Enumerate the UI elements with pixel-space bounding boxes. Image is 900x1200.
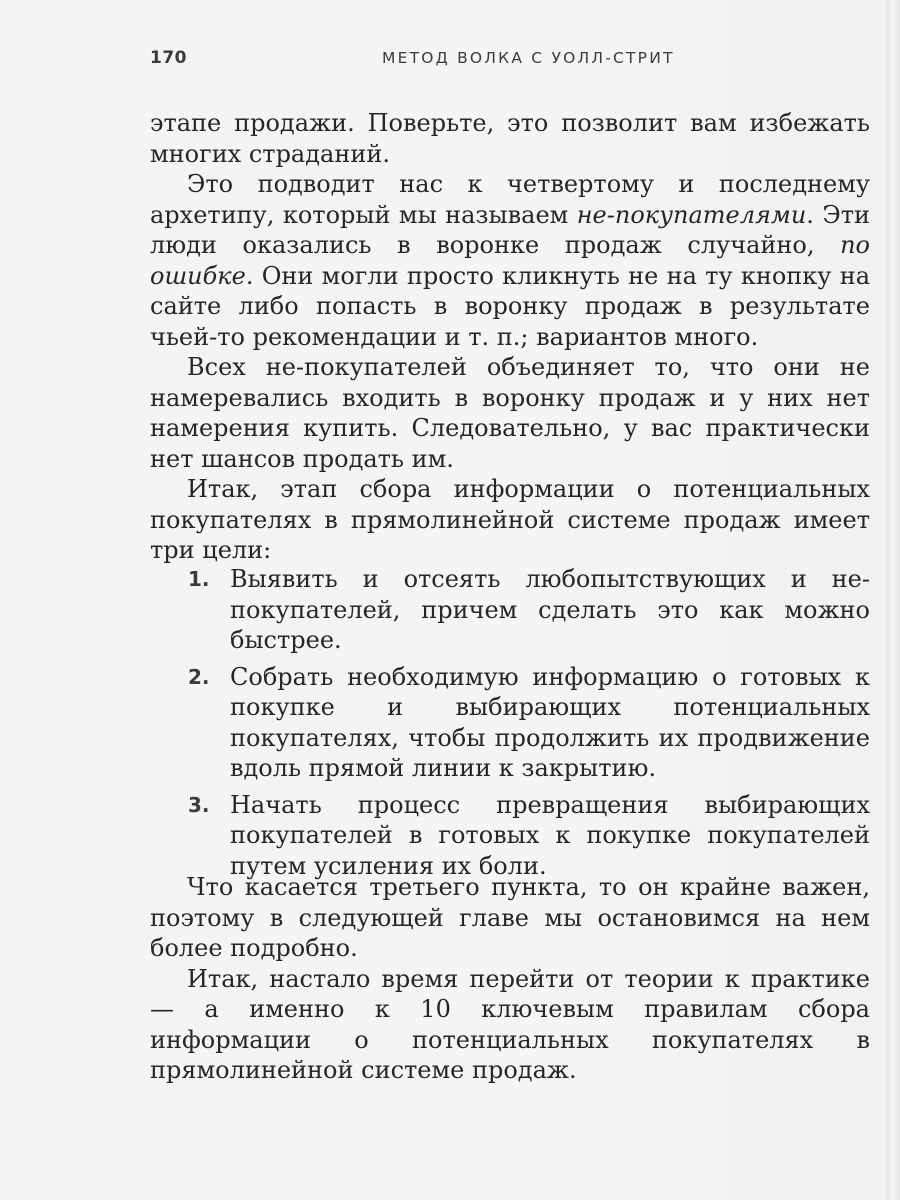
book-title: МЕТОД ВОЛКА С УОЛЛ-СТРИТ [382, 49, 675, 67]
emphasis-by-mistake: по ошибке [150, 231, 870, 290]
paragraph-fourth-archetype [150, 169, 870, 352]
paragraph-three-goals: Итак, этап сбора информации о потенциальных покупателях в прямолинейной системе продаж имеет три цели: [150, 475, 870, 564]
page-edge [886, 0, 900, 1200]
text-block-top [150, 108, 870, 566]
page-number: 170 [150, 48, 187, 68]
list-item [150, 564, 870, 656]
list-number: 3. [188, 792, 210, 817]
paragraph-text: . Они могли просто кликнуть не на ту кнопку на сайте либо попасть в воронку продаж в результате чьей-то рекомендации и т. п.; вариантов много. [150, 261, 870, 351]
paragraph-continuation: этапе продажи. Поверьте, это позволит вам избежать многих страданий. [150, 109, 870, 168]
paragraph-theory-to-practice: Итак, настало время перейти от теории к практике — а именно к 10 ключевым правилам сбора информации о потенциальных покупателях в прямолинейной системе продаж. [150, 964, 870, 1084]
list-number: 1. [188, 567, 210, 591]
paragraph-third-point: Что касается третьего пункта, то он крайне важен, поэтому в следующей главе мы остановимся на нем более подробно. [150, 873, 870, 962]
list-item-text: Выявить и отсеять любопытствующих и не-покупателей, причем сделать это как можно быстрее. [230, 565, 870, 654]
running-head [150, 48, 870, 72]
goals-list [150, 564, 870, 887]
list-number: 2. [188, 664, 210, 689]
emphasis-non-buyers: не-покупателями [576, 200, 807, 229]
paragraph-text: Это подводит нас к четвертому и последнему архетипу, который мы называем [150, 170, 870, 229]
list-item-text: Начать процесс превращения выбирающих покупателей в готовых к покупке покупателей путем усиления их боли. [230, 790, 870, 880]
paragraph-text: . Эти люди оказались в воронке продаж случайно, [150, 200, 870, 259]
text-block-bottom [150, 872, 870, 1086]
list-item [150, 790, 870, 882]
list-item [150, 662, 870, 784]
paragraph-non-buyers: Всех не-покупателей объединяет то, что они не намеревались входить в воронку продаж и у них нет намерения купить. Следовательно, у вас практически нет шансов продать им. [150, 353, 870, 473]
list-item-text: Собрать необходимую информацию о готовых к покупке и выбирающих потенциальных покупателях, чтобы продолжить их продвижение вдоль прямой линии к закрытию. [230, 662, 870, 782]
